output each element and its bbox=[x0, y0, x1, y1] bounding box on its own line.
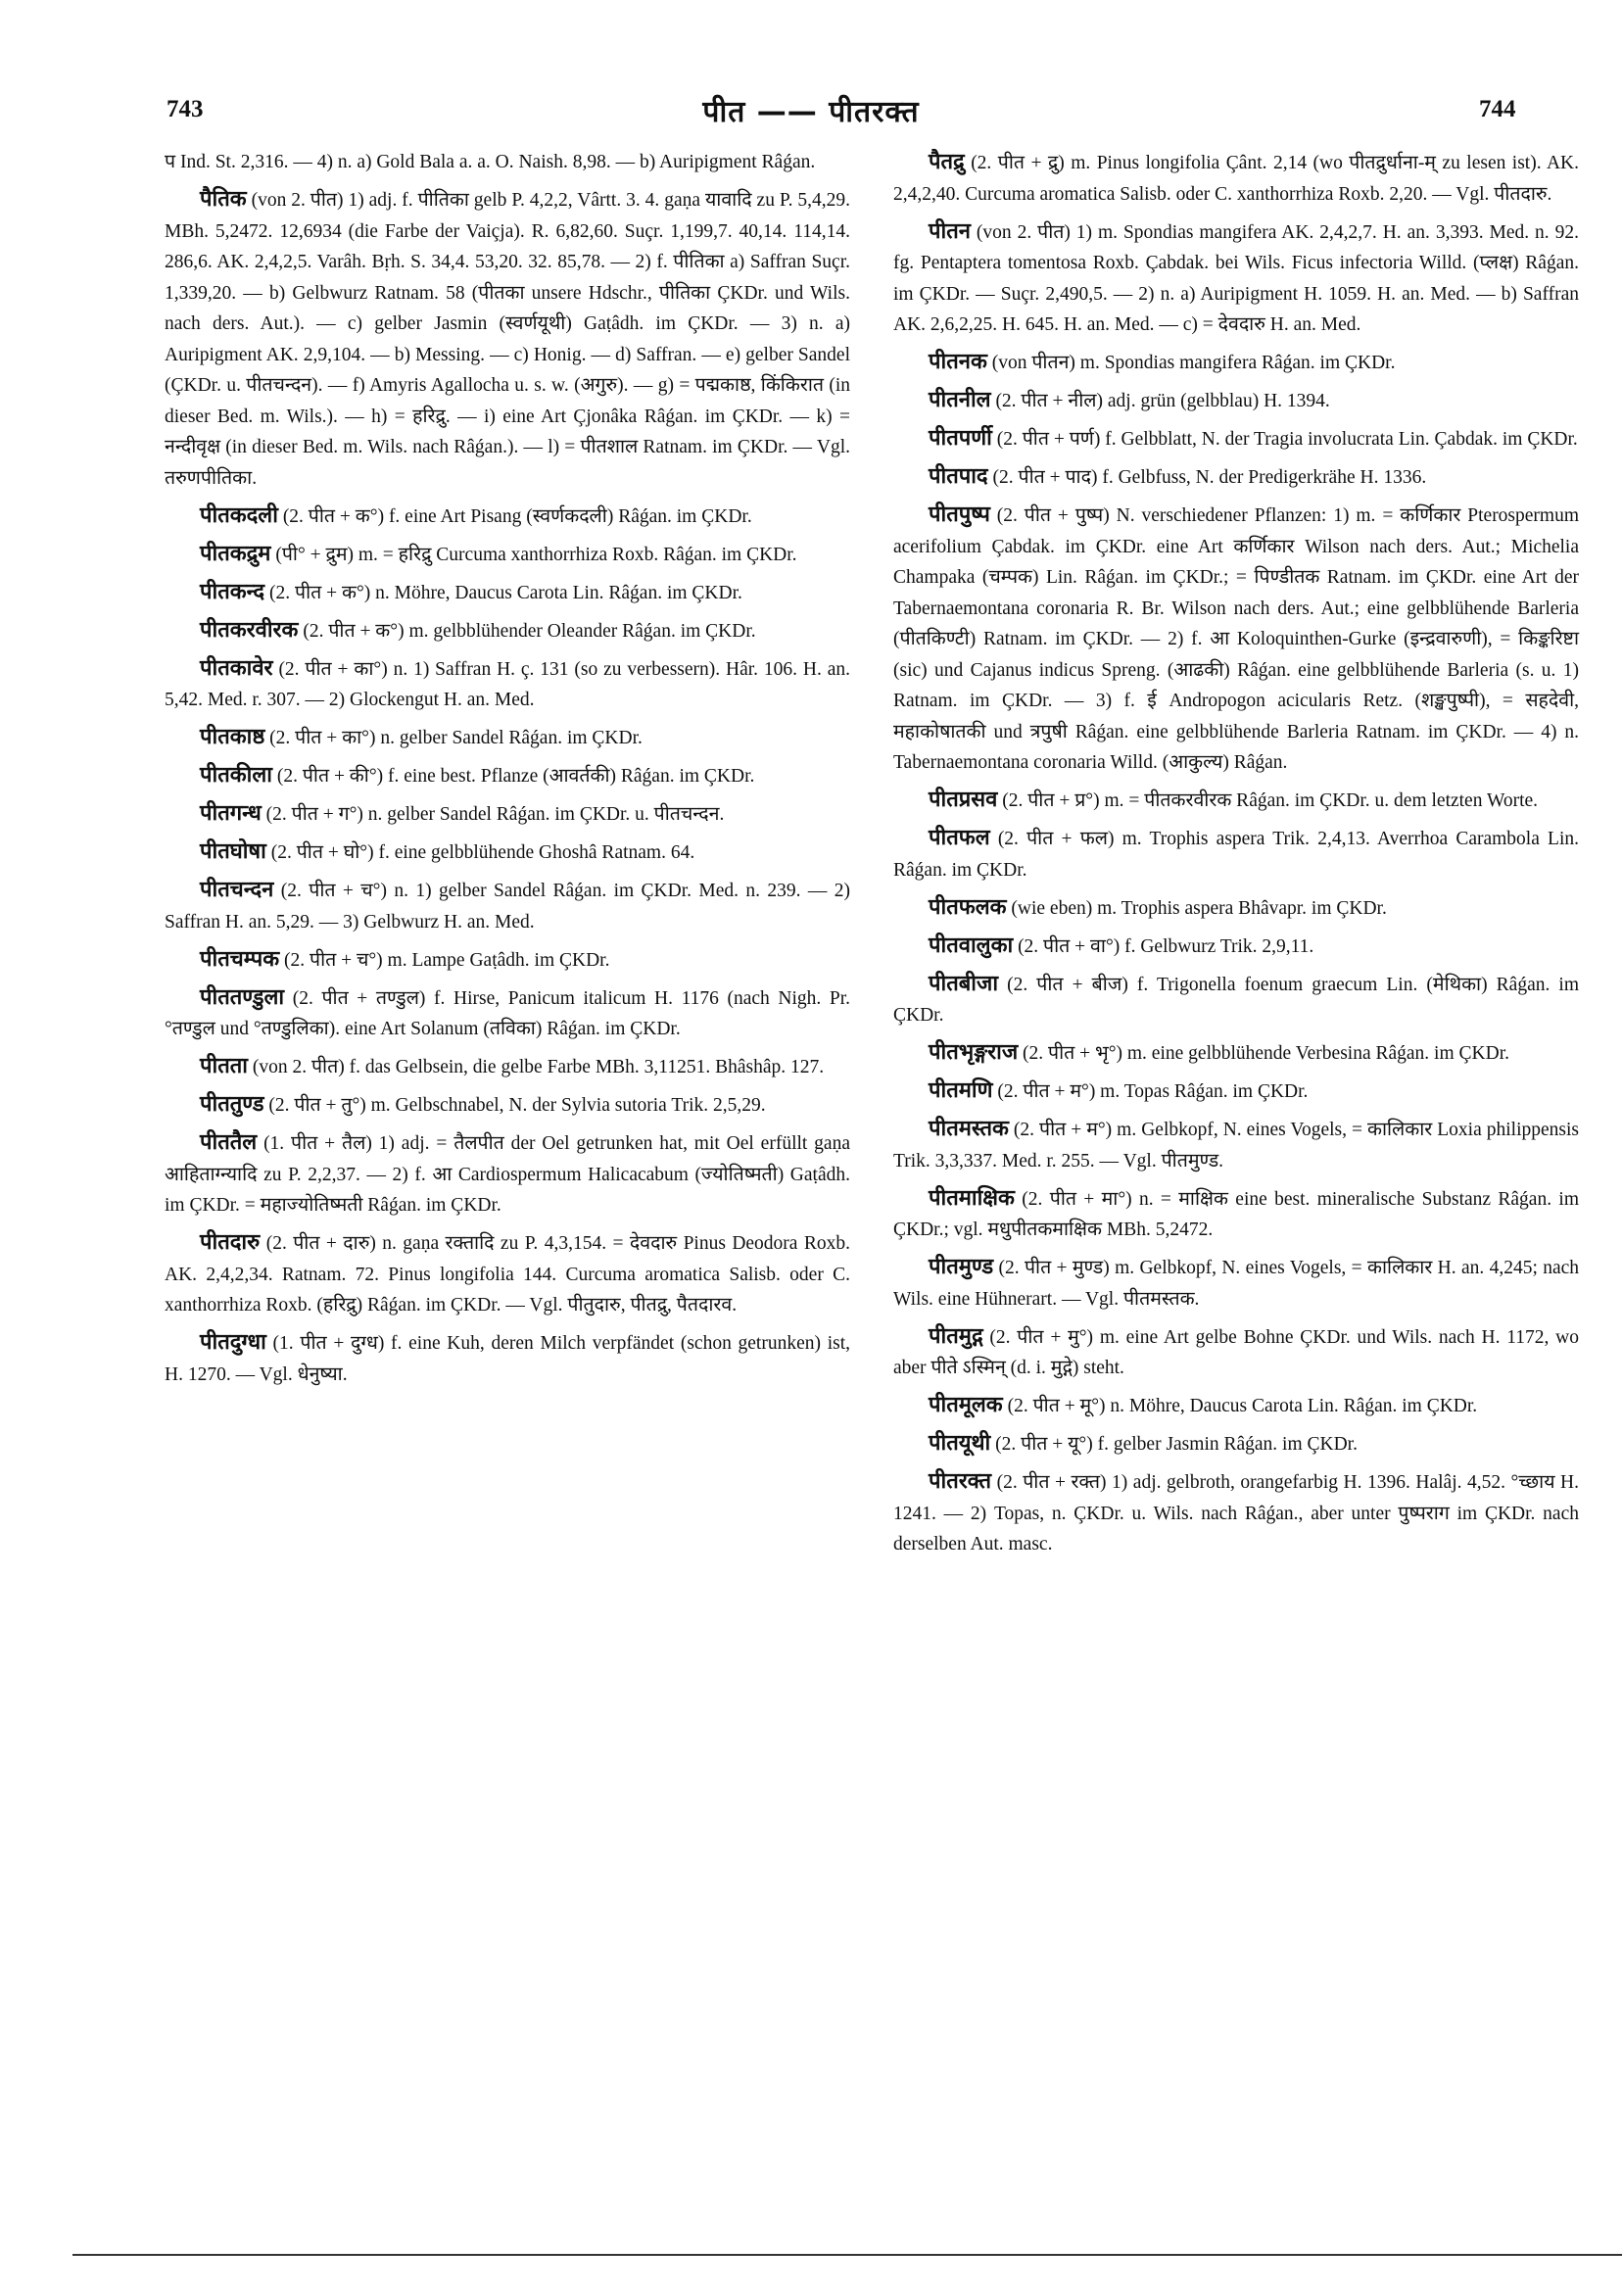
entry-text: (2. पीत + का°) n. gelber Sandel Râǵan. im ÇKDr. bbox=[269, 728, 643, 748]
entry-text: (2. पीत + पाद) f. Gelbfuss, N. der Predigerkrähe H. 1336. bbox=[992, 467, 1427, 488]
entry-headword: पीतघोषा bbox=[200, 839, 266, 864]
dictionary-entry bbox=[893, 1428, 1579, 1460]
dictionary-entry bbox=[893, 969, 1579, 1031]
entry-text: (2. पीत + का°) n. 1) Saffran H. ç. 131 (so zu verbessern). Hâr. 106. H. an. 5,42. Med. r. 307. — 2) Glockengut H. an. Med. bbox=[165, 658, 850, 710]
dictionary-entry bbox=[893, 785, 1579, 817]
entry-text: (von पीतन) m. Spondias mangifera Râǵan. im ÇKDr. bbox=[991, 353, 1396, 373]
dictionary-entry bbox=[165, 577, 850, 609]
entry-text: प Ind. St. 2,316. — 4) n. a) Gold Bala a. a. O. Naish. 8,98. — b) Auripigment Râǵan. bbox=[165, 152, 816, 172]
dictionary-entry bbox=[893, 1321, 1579, 1384]
entry-headword: पैतद्रु bbox=[929, 150, 965, 174]
dictionary-entry bbox=[893, 1076, 1579, 1108]
entry-headword: पीतनक bbox=[929, 350, 987, 374]
entry-text: (2. पीत + तु°) m. Gelbschnabel, N. der Sylvia sutoria Trik. 2,5,29. bbox=[268, 1095, 766, 1116]
dictionary-entry bbox=[893, 1466, 1579, 1560]
entry-text: (1. पीत + दुग्ध) f. eine Kuh, deren Milch verpfändet (schon getrunken) ist, H. 1270. — Vgl. धेनुष्या. bbox=[165, 1333, 850, 1385]
dictionary-entry bbox=[165, 722, 850, 754]
entry-headword: पीतकीला bbox=[200, 763, 272, 788]
entry-headword: पीतभृङ्गराज bbox=[929, 1040, 1019, 1065]
entry-headword: पीतकाष्ठ bbox=[200, 725, 265, 749]
dictionary-entry bbox=[165, 1227, 850, 1321]
entry-text: (2. पीत + म°) m. Gelbkopf, N. eines Vogels, = कालिकार Loxia philippensis Trik. 3,3,337. Med. r. 255. — Vgl. पीतमुण्ड. bbox=[893, 1120, 1579, 1172]
entry-text: (1. पीत + तैल) 1) adj. = तैलपीत der Oel getrunken hat, mit Oel erfüllt gaṇa आहिताग्न्यादि zu P. 2,2,37. — 2) f. आ Cardiospermum Halicacabum (ज्योतिष्मती) Gaṭâdh. im ÇKDr. = महाज्योतिष्मती Râǵan. im ÇKDr. bbox=[165, 1133, 850, 1216]
dictionary-entry bbox=[893, 1037, 1579, 1070]
entry-text: (2. पीत + घो°) f. eine gelbblühende Ghoshâ Ratnam. 64. bbox=[270, 842, 695, 863]
entry-text: (पी° + द्रुम) m. = हरिद्रु Curcuma xanthorrhiza Roxb. Râǵan. im ÇKDr. bbox=[275, 544, 797, 565]
entry-headword: पीतमुद्ग bbox=[929, 1323, 983, 1349]
entry-text: (von 2. पीत) f. das Gelbsein, die gelbe Farbe MBh. 3,11251. Bhâshâp. 127. bbox=[252, 1057, 825, 1077]
dictionary-entry bbox=[165, 147, 850, 178]
entry-headword: पीतगन्ध bbox=[200, 801, 262, 826]
entry-text: (2. पीत + पुष्प) N. verschiedener Pflanzen: 1) m. = कर्णिकार Pterospermum acerifolium Çabdak. im ÇKDr. eine Art कर्णिकार Wilson nach ders. Aut.; Michelia Champaka (चम्पक) Lin. Râǵan. im ÇKDr.; = पिण्डीतक Ratnam. im ÇKDr. eine Art der Tabernaemontana coronaria R. Br. Wilson nach ders. Aut.; eine gelbblühende Barleria (पीतकिण्टी) Ratnam. im ÇKDr. — 2) f. आ Koloquinthen-Gurke (इन्द्रवारुणी), = किङ्करिष्टा (sic) und Cajanus indicus Spreng. (आढकी) Râǵan. eine gelbblühende Barleria (s. u. 1) Ratnam. im ÇKDr. — 3) f. ई Andropogon acicularis Retz. (शङ्खपुष्पी), = सहदेवी, महाकोषातकी und त्रपुषी Râǵan. eine gelbblühende Barleria Ratnam. im ÇKDr. — 4) n. Tabernaemontana coronaria Willd. (आकुल्य) Râǵan. bbox=[893, 505, 1580, 773]
dictionary-entry bbox=[893, 423, 1579, 455]
entry-text: (2. पीत + ग°) n. gelber Sandel Râǵan. im ÇKDr. u. पीतचन्दन. bbox=[265, 804, 725, 825]
entry-headword: पीतपर्णी bbox=[929, 426, 992, 451]
dictionary-entry bbox=[165, 653, 850, 716]
dictionary-entry bbox=[165, 982, 850, 1045]
entry-headword: पीतफल bbox=[929, 826, 990, 850]
entry-headword: पीतमस्तक bbox=[929, 1117, 1009, 1141]
dictionary-entry bbox=[165, 1327, 850, 1390]
dictionary-entry bbox=[165, 539, 850, 571]
entry-text: (2. पीत + मा°) n. = माक्षिक eine best. mineralische Substanz Râǵan. im ÇKDr.; vgl. मधुपीतकमाक्षिक MBh. 5,2472. bbox=[893, 1188, 1579, 1240]
entry-text: (2. पीत + च°) n. 1) gelber Sandel Râǵan. im ÇKDr. Med. n. 239. — 2) Saffran H. an. 5,29. — 3) Gelbwurz H. an. Med. bbox=[165, 881, 850, 933]
dictionary-entry bbox=[165, 1051, 850, 1083]
entry-text: (2. पीत + पर्ण) f. Gelbblatt, N. der Tragia involucrata Lin. Çabdak. im ÇKDr. bbox=[996, 429, 1578, 450]
entry-text: (2. पीत + प्र°) m. = पीतकरवीरक Râǵan. im ÇKDr. u. dem letzten Worte. bbox=[1002, 790, 1539, 811]
entry-text: (2. पीत + क°) f. eine Art Pisang (स्वर्णकदली) Râǵan. im ÇKDr. bbox=[282, 505, 752, 527]
dictionary-entry bbox=[893, 823, 1579, 885]
entry-headword: पीतमुण्ड bbox=[929, 1255, 994, 1279]
entry-text: (von 2. पीत) 1) m. Spondias mangifera AK. 2,4,2,7. H. an. 3,393. Med. n. 92. fg. Pentaptera tomentosa Roxb. Çabdak. bei Wils. Ficus infectoria Willd. (प्लक्ष) Râǵan. im ÇKDr. — Suçr. 2,490,5. — 2) n. a) Auripigment H. 1059. H. an. Med. — b) Saffran AK. 2,6,2,25. H. 645. H. an. Med. — c) = देवदारु H. an. Med. bbox=[893, 221, 1579, 335]
entry-headword: पीततण्डुला bbox=[200, 984, 285, 1010]
page-number-left: 743 bbox=[167, 96, 204, 122]
entry-headword: पैतिक bbox=[200, 187, 247, 212]
dictionary-entry bbox=[893, 461, 1579, 494]
entry-headword: पीतकरवीरक bbox=[200, 617, 299, 643]
entry-headword: पीतयूथी bbox=[929, 1431, 991, 1456]
dictionary-entry bbox=[893, 385, 1579, 417]
entry-text: (2. पीत + च°) m. Lampe Gaṭâdh. im ÇKDr. bbox=[284, 949, 610, 971]
dictionary-entry bbox=[893, 347, 1579, 379]
left-column bbox=[165, 147, 850, 1397]
dictionary-entry bbox=[165, 760, 850, 792]
entry-text: (2. पीत + तण्डुल) f. Hirse, Panicum italicum H. 1176 (nach Nigh. Pr. °तण्डुल und °तण्डुलिका). eine Art Solanum (तविका) Râǵan. im ÇKDr. bbox=[165, 987, 850, 1039]
entry-headword: पीततुण्ड bbox=[200, 1092, 264, 1117]
dictionary-entry bbox=[165, 837, 850, 869]
dictionary-entry bbox=[165, 1127, 850, 1221]
entry-text: (2. पीत + द्रु) m. Pinus longifolia Çânt. 2,14 (wo पीतद्रुर्धाना-म् zu lesen ist). AK. 2,4,2,40. Curcuma aromatica Salisb. oder C. xanthorrhiza Roxb. 2,20. — Vgl. पीतदारु. bbox=[893, 153, 1580, 205]
dictionary-entry bbox=[893, 1114, 1579, 1176]
entry-headword: पीततैल bbox=[200, 1130, 258, 1155]
entry-text: (2. पीत + क°) n. Möhre, Daucus Carota Lin. Râǵan. im ÇKDr. bbox=[269, 582, 742, 603]
entry-text: (2. पीत + फल) m. Trophis aspera Trik. 2,4,13. Averrhoa Carambola Lin. Râǵan. im ÇKDr. bbox=[893, 829, 1580, 881]
dictionary-entry bbox=[893, 1183, 1579, 1246]
dictionary-entry bbox=[165, 875, 850, 937]
entry-headword: पीतदुग्धा bbox=[200, 1330, 266, 1355]
dictionary-entry bbox=[165, 944, 850, 977]
running-head: पीत —— पीतरक्त bbox=[702, 95, 920, 129]
entry-headword: पीतकद्रुम bbox=[200, 541, 271, 566]
dictionary-entry bbox=[893, 216, 1579, 341]
entry-headword: पीतदारु bbox=[200, 1230, 261, 1255]
entry-headword: पीतपाद bbox=[929, 464, 988, 489]
entry-headword: पीतता bbox=[200, 1054, 248, 1078]
dictionary-entry bbox=[165, 1089, 850, 1122]
bottom-rule bbox=[72, 2254, 1622, 2256]
dictionary-entry bbox=[893, 892, 1579, 925]
entry-headword: पीतपुष्प bbox=[929, 502, 990, 527]
entry-headword: पीतकदली bbox=[200, 502, 278, 528]
dictionary-entry bbox=[165, 615, 850, 647]
right-column bbox=[893, 147, 1579, 1566]
entry-headword: पीतमणि bbox=[929, 1078, 993, 1103]
entry-headword: पीतवालुका bbox=[929, 933, 1014, 958]
entry-text: (2. पीत + मु°) m. eine Art gelbe Bohne ÇKDr. und Wils. nach H. 1172, wo aber पीते ऽस्मिन् (d. i. मुद्गे) steht. bbox=[893, 1326, 1579, 1378]
entry-headword: पीतफलक bbox=[929, 894, 1007, 920]
entry-headword: पीतमूलक bbox=[929, 1393, 1003, 1417]
entry-text: (2. पीत + मुण्ड) m. Gelbkopf, N. eines Vogels, = कालिकार H. an. 4,245; nach Wils. eine Hühnerart. — Vgl. पीतमस्तक. bbox=[893, 1258, 1580, 1310]
entry-text: (von 2. पीत) 1) adj. f. पीतिका gelb P. 4,2,2, Vârtt. 3. 4. gaṇa यावादि zu P. 5,4,29. MBh. 5,2472. 12,6934 (die Farbe der Vaiçja). R. 6,82,60. Suçr. 1,199,7. 40,14. 114,14. 286,6. AK. 2,4,2,5. Varâh. Bṛh. S. 34,4. 53,20. 32. 85,78. — 2) f. पीतिका a) Saffran Suçr. 1,339,20. — b) Gelbwurz Ratnam. 58 (पीतका unsere Hdschr., पीतिका ÇKDr. und Wils. nach ders. Aut.). — c) gelber Jasmin (स्वर्णयूथी) Gaṭâdh. im ÇKDr. — 3) n. a) Auripigment AK. 2,9,104. — b) Messing. — c) Honig. — d) Saffran. — e) gelber Sandel (ÇKDr. u. पीतचन्दन). — f) Amyris Agallocha u. s. w. (अगुरु). — g) = पद्मकाष्ठ, किंकिरात (in dieser Bed. m. Wils.). — h) = हरिद्रु. — i) eine Art Çjonâka Râǵan. im ÇKDr. — k) = नन्दीवृक्ष (in dieser Bed. m. Wils. nach Râǵan.). — l) = पीतशाल Ratnam. im ÇKDr. — Vgl. तरुणपीतिका. bbox=[165, 190, 851, 489]
dictionary-entry bbox=[893, 1252, 1579, 1315]
dictionary-entry bbox=[893, 500, 1579, 779]
dictionary-entry bbox=[893, 1390, 1579, 1422]
entry-text: (2. पीत + क°) m. gelbblühender Oleander Râǵan. im ÇKDr. bbox=[303, 620, 756, 642]
dictionary-entry bbox=[893, 931, 1579, 963]
entry-headword: पीतचन्दन bbox=[200, 878, 274, 902]
entry-text: (2. पीत + म°) m. Topas Râǵan. im ÇKDr. bbox=[997, 1081, 1309, 1102]
dictionary-entry bbox=[165, 184, 850, 494]
entry-text: (2. पीत + नील) adj. grün (gelbblau) H. 1394. bbox=[995, 391, 1330, 411]
entry-headword: पीतरक्त bbox=[929, 1469, 992, 1494]
entry-headword: पीतनील bbox=[929, 388, 991, 412]
entry-headword: पीतकन्द bbox=[200, 579, 265, 604]
entry-headword: पीतबीजा bbox=[929, 971, 999, 996]
entry-text: (2. पीत + भृ°) m. eine gelbblühende Verbesina Râǵan. im ÇKDr. bbox=[1023, 1043, 1509, 1064]
dictionary-entry bbox=[165, 501, 850, 533]
page-number-right: 744 bbox=[1479, 96, 1516, 122]
entry-headword: पीतप्रसव bbox=[929, 788, 998, 812]
entry-text: (2. पीत + यू°) f. gelber Jasmin Râǵan. im ÇKDr. bbox=[995, 1434, 1358, 1455]
entry-headword: पीतन bbox=[929, 218, 971, 244]
entry-headword: पीतचम्पक bbox=[200, 946, 280, 972]
entry-text: (wie eben) m. Trophis aspera Bhâvapr. im ÇKDr. bbox=[1011, 897, 1387, 919]
entry-text: (2. पीत + की°) f. eine best. Pflanze (आवर्तकी) Râǵan. im ÇKDr. bbox=[276, 766, 755, 787]
dictionary-entry bbox=[165, 798, 850, 831]
entry-headword: पीतमाक्षिक bbox=[929, 1185, 1015, 1211]
entry-text: (2. पीत + वा°) f. Gelbwurz Trik. 2,9,11. bbox=[1018, 935, 1314, 957]
entry-headword: पीतकावेर bbox=[200, 655, 273, 681]
entry-text: (2. पीत + मू°) n. Möhre, Daucus Carota Lin. Râǵan. im ÇKDr. bbox=[1007, 1396, 1478, 1416]
entry-text: (2. पीत + बीज) f. Trigonella foenum graecum Lin. (मेथिका) Râǵan. im ÇKDr. bbox=[893, 974, 1580, 1026]
entry-text: (2. पीत + रक्त) 1) adj. gelbroth, orangefarbig H. 1396. Halâj. 4,52. °च्छाय H. 1241. — 2) Topas, n. ÇKDr. u. Wils. nach Râǵan., aber unter पुष्पराग im ÇKDr. nach derselben Aut. masc. bbox=[893, 1472, 1579, 1555]
dictionary-entry bbox=[893, 147, 1579, 210]
entry-text: (2. पीत + दारु) n. gaṇa रक्तादि zu P. 4,3,154. = देवदारु Pinus Deodora Roxb. AK. 2,4,2,34. Ratnam. 72. Pinus longifolia 144. Curcuma aromatica Salisb. oder C. xanthorrhiza Roxb. (हरिद्रु) Râǵan. im ÇKDr. — Vgl. पीतुदारु, पीतद्रु, पैतदारव. bbox=[165, 1233, 851, 1315]
